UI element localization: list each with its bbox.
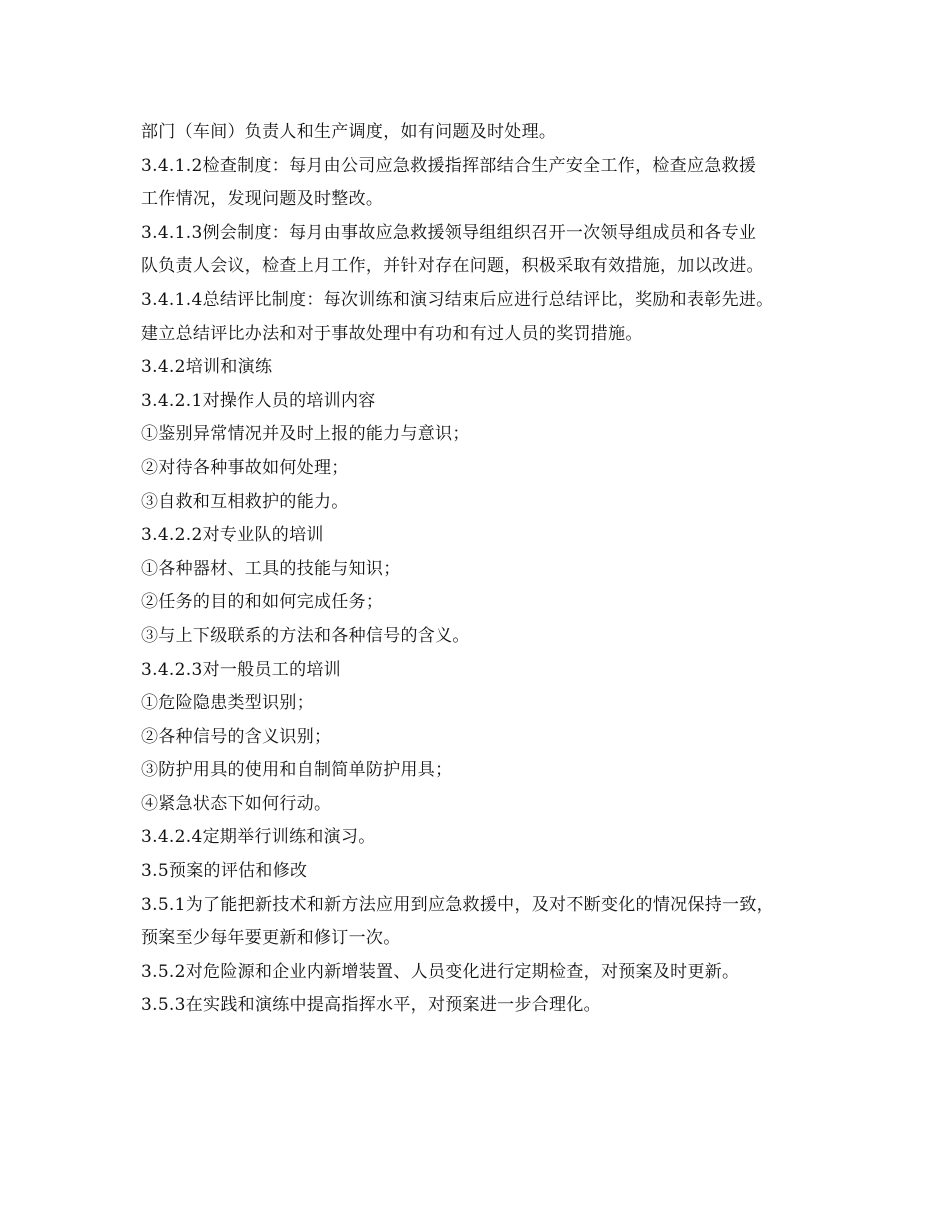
subsection-heading: 3.4.2.4定期举行训练和演习。 [141, 827, 376, 848]
text-line: 3.4.1.2检查制度：每月由公司应急救援指挥部结合生产安全工作，检查应急救援 [141, 155, 757, 176]
text-line: 工作情况，发现问题及时整改。 [141, 189, 384, 210]
list-item: ②任务的目的和如何完成任务； [141, 592, 384, 613]
list-item: ②各种信号的含义识别； [141, 726, 332, 747]
section-heading: 3.4.2培训和演练 [141, 357, 273, 378]
text-line: 3.5.2对危险源和企业内新增装置、人员变化进行定期检查，对预案及时更新。 [141, 961, 740, 982]
list-item: ③与上下级联系的方法和各种信号的含义。 [141, 625, 470, 646]
subsection-heading: 3.4.2.3对一般员工的培训 [141, 659, 341, 680]
list-item: ①鉴别异常情况并及时上报的能力与意识； [141, 424, 470, 445]
list-item: ④紧急状态下如何行动。 [141, 793, 332, 814]
text-line: 预案至少每年要更新和修订一次。 [141, 928, 401, 949]
subsection-heading: 3.4.2.2对专业队的培训 [141, 525, 324, 546]
text-line: 队负责人会议，检查上月工作，并针对存在问题，积极采取有效措施，加以改进。 [141, 256, 764, 277]
list-item: ③防护用具的使用和自制简单防护用具； [141, 760, 453, 781]
list-item: ①危险隐患类型识别； [141, 693, 314, 714]
section-heading: 3.5预案的评估和修改 [141, 861, 308, 882]
text-line: 3.4.1.4总结评比制度：每次训练和演习结束后应进行总结评比，奖励和表彰先进。 [141, 289, 774, 310]
list-item: ②对待各种事故如何处理； [141, 457, 349, 478]
text-line: 建立总结评比办法和对于事故处理中有功和有过人员的奖罚措施。 [141, 323, 643, 344]
subsection-heading: 3.4.2.1对操作人员的培训内容 [141, 390, 376, 411]
text-line: 3.4.1.3例会制度：每月由事故应急救援领导组组织召开一次领导组成员和各专业 [141, 222, 757, 243]
list-item: ③自救和互相救护的能力。 [141, 491, 349, 512]
document-body [141, 116, 841, 1023]
text-line: 3.5.1为了能把新技术和新方法应用到应急救援中，及对不断变化的情况保持一致， [141, 894, 774, 915]
text-line: 3.5.3在实践和演练中提高指挥水平，对预案进一步合理化。 [141, 995, 601, 1016]
text-line: 部门（车间）负责人和生产调度，如有问题及时处理。 [141, 122, 557, 142]
list-item: ①各种器材、工具的技能与知识； [141, 558, 401, 579]
